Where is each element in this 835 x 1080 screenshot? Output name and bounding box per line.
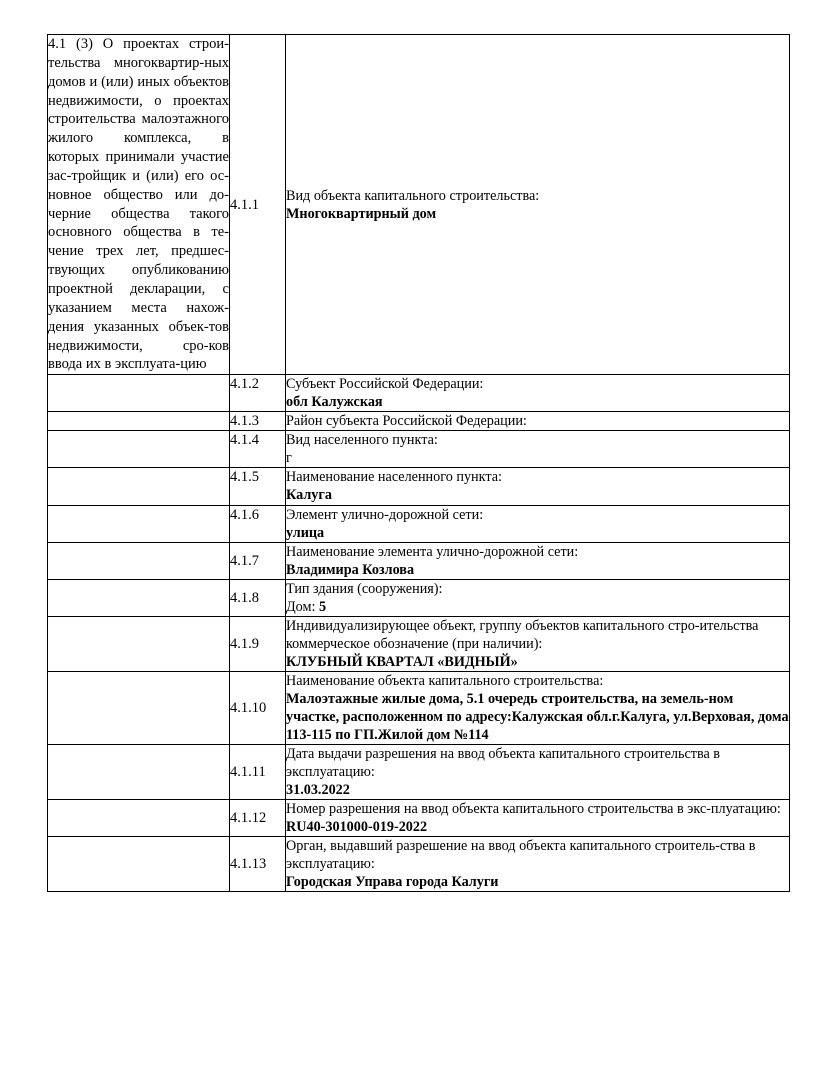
section-label-cell: 4.1 (3) О проектах строи-тельства многоквартир-ных домов и (или) иных объектов недвижимости, о проектах строительства малоэтажного жилого комплекса, в которых принимали участие зас-тройщик и (или) его ос-новное общество или до-черние общества такого основного общества в те-чение трех лет, предшес-твующих опубликованию проектной декларации, с указанием места нахож-дения указанных объек-тов недвижимости, сро-ков ввода их в эксплуата-цию xyxy=(48,35,230,375)
row-question: Вид населенного пункта: xyxy=(286,432,438,449)
row-content xyxy=(286,35,790,375)
row-content xyxy=(286,431,790,468)
row-answer: Владимира Козлова xyxy=(286,561,415,578)
row-content xyxy=(286,616,790,671)
row-answer: Калуга xyxy=(286,487,332,504)
row-code: 4.1.2 xyxy=(230,375,286,412)
table-row xyxy=(48,800,790,837)
row-code: 4.1.6 xyxy=(230,505,286,542)
empty-left-cell xyxy=(48,412,230,431)
table-row xyxy=(48,505,790,542)
table-body xyxy=(48,35,790,892)
row-question: Элемент улично-дорожной сети: xyxy=(286,506,484,523)
table-row xyxy=(48,579,790,616)
row-question: Дата выдачи разрешения на ввод объекта капитального строительства в эксплуатацию: xyxy=(286,745,721,780)
table-row xyxy=(48,671,790,744)
row-code: 4.1.4 xyxy=(230,431,286,468)
row-question: Индивидуализирующее объект, группу объектов капитального стро-ительства коммерческое обозначение (при наличии): xyxy=(286,617,759,652)
row-answer-value: 5 xyxy=(318,598,327,615)
row-question: Номер разрешения на ввод объекта капитального строительства в экс-плуатацию: xyxy=(286,801,781,817)
row-code: 4.1.5 xyxy=(230,468,286,505)
row-answer: улица xyxy=(286,524,325,541)
table-row xyxy=(48,616,790,671)
table-row xyxy=(48,542,790,579)
table-row xyxy=(48,35,790,375)
row-answer-prefix: Дом: xyxy=(286,598,319,615)
row-content xyxy=(286,744,790,799)
row-answer xyxy=(286,598,789,616)
row-answer: КЛУБНЫЙ КВАРТАЛ «ВИДНЫЙ» xyxy=(286,653,518,670)
row-content xyxy=(286,542,790,579)
empty-left-cell xyxy=(48,800,230,837)
row-content xyxy=(286,837,790,892)
empty-left-cell xyxy=(48,744,230,799)
row-content xyxy=(286,505,790,542)
row-question: Орган, выдавший разрешение на ввод объекта капитального строитель-ства в эксплуатацию: xyxy=(286,838,756,873)
row-code: 4.1.7 xyxy=(230,542,286,579)
row-question: Наименование населенного пункта: xyxy=(286,469,502,486)
row-code: 4.1.10 xyxy=(230,671,286,744)
empty-left-cell xyxy=(48,468,230,505)
table-row xyxy=(48,375,790,412)
empty-left-cell xyxy=(48,671,230,744)
row-content xyxy=(286,412,790,431)
empty-left-cell xyxy=(48,375,230,412)
row-code: 4.1.9 xyxy=(230,616,286,671)
declaration-table xyxy=(47,34,790,892)
row-content xyxy=(286,468,790,505)
row-answer: г xyxy=(286,450,292,467)
row-content xyxy=(286,800,790,837)
row-code: 4.1.8 xyxy=(230,579,286,616)
row-code: 4.1.3 xyxy=(230,412,286,431)
row-answer: 31.03.2022 xyxy=(286,781,350,798)
row-answer: Многоквартирный дом xyxy=(286,205,437,222)
row-answer: обл Калужская xyxy=(286,394,383,411)
row-answer: Городская Управа города Калуги xyxy=(286,874,499,891)
row-question: Вид объекта капитального строительства: xyxy=(286,187,540,204)
row-code: 4.1.12 xyxy=(230,800,286,837)
row-answer: RU40-301000-019-2022 xyxy=(286,819,428,836)
empty-left-cell xyxy=(48,542,230,579)
row-code: 4.1.11 xyxy=(230,744,286,799)
empty-left-cell xyxy=(48,431,230,468)
table-row xyxy=(48,744,790,799)
empty-left-cell xyxy=(48,837,230,892)
row-question: Тип здания (сооружения): xyxy=(286,580,443,597)
row-answer: Малоэтажные жилые дома, 5.1 очередь строительства, на земель-ном участке, расположенном по адресу:Калужская обл.г.Калуга, ул.Верховая, дома 113-115 по ГП.Жилой дом №114 xyxy=(286,690,789,743)
empty-left-cell xyxy=(48,616,230,671)
row-question: Наименование объекта капитального строительства: xyxy=(286,672,604,689)
row-question: Субъект Российской Федерации: xyxy=(286,376,484,393)
table-row xyxy=(48,431,790,468)
row-content xyxy=(286,375,790,412)
row-content xyxy=(286,671,790,744)
empty-left-cell xyxy=(48,579,230,616)
row-code: 4.1.13 xyxy=(230,837,286,892)
row-question: Район субъекта Российской Федерации: xyxy=(286,413,527,430)
row-code: 4.1.1 xyxy=(230,35,286,375)
row-question: Наименование элемента улично-дорожной сети: xyxy=(286,543,579,560)
row-content xyxy=(286,579,790,616)
table-row xyxy=(48,837,790,892)
table-row xyxy=(48,412,790,431)
empty-left-cell xyxy=(48,505,230,542)
table-row xyxy=(48,468,790,505)
